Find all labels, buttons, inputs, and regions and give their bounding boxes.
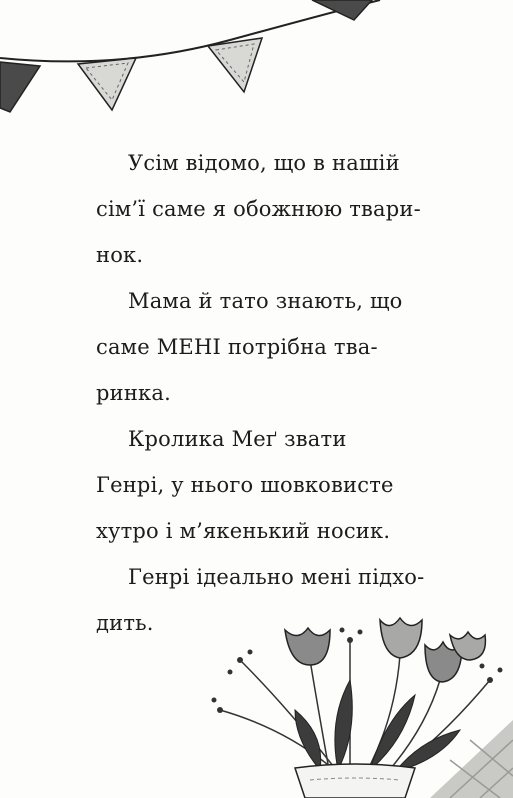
- bunting-flag-dark: [0, 62, 40, 112]
- story-line: дить.: [96, 611, 154, 635]
- bunting-flag-light: [208, 38, 262, 92]
- story-line: Генрі ідеально мені підхо-: [128, 565, 425, 589]
- bunting-string: [0, 0, 380, 61]
- vase: [295, 764, 415, 798]
- story-line: хутро і м’якенький носик.: [96, 519, 391, 543]
- story-text: [96, 140, 436, 646]
- bunting-garland: [0, 0, 513, 130]
- tulip-flower: [285, 628, 330, 665]
- story-line: саме МЕНІ потрібна тва-: [96, 335, 378, 359]
- flower-vase-illustration: [200, 600, 513, 798]
- story-line: Генрі, у нього шовковисте: [96, 473, 394, 497]
- story-line: Усім відомо, що в нашій: [128, 151, 400, 175]
- story-line: нок.: [96, 243, 144, 267]
- story-line: ринка.: [96, 381, 171, 405]
- story-line: Кролика Меґ звати: [128, 427, 347, 451]
- bunting-flag-dark: [312, 0, 372, 20]
- tulips: [285, 618, 485, 682]
- story-line: Мама й тато знають, що: [128, 289, 403, 313]
- tulip-flower: [380, 618, 422, 658]
- bunting-flag-light: [78, 58, 136, 110]
- story-line: сім’ї саме я обожнюю твари-: [96, 197, 421, 221]
